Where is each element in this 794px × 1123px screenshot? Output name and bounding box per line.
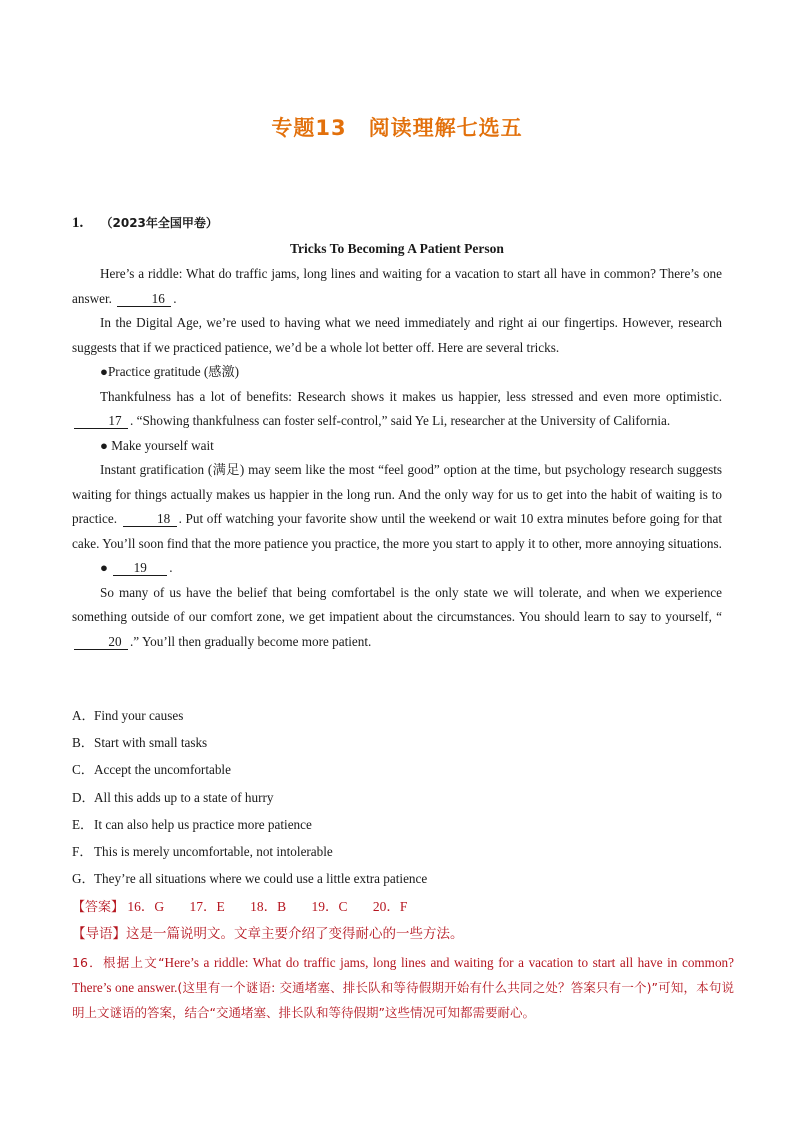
option-key: C．	[72, 762, 94, 778]
answer-item: 16．G	[127, 899, 165, 914]
option-c	[72, 759, 722, 786]
question-source: （2023年全国甲卷）	[100, 216, 218, 230]
paragraph-4	[72, 458, 722, 556]
option-key: A．	[72, 708, 95, 723]
answer-items	[127, 899, 429, 914]
answer-item: 20．F	[372, 899, 408, 914]
explanation-text: (这里有一个谜语: 交通堵塞、排长队和等待假期开始有什么共同之处？答案只有一个)”可知，本句说明上文谜语的答案，结合“交通堵塞、排长队和等待假期”这些情况可知都需要耐心。	[72, 980, 734, 1020]
option-text: Start with small tasks	[94, 735, 208, 751]
option-text: It can also help us practice more patience	[94, 816, 312, 832]
paragraph-text: .	[173, 290, 177, 306]
option-e	[72, 814, 722, 841]
guide-text: 这是一篇说明文。文章主要介绍了变得耐心的一些方法。	[126, 926, 464, 942]
option-b	[72, 732, 722, 759]
bullet-blank-19	[72, 556, 722, 581]
paragraph-2: In the Digital Age, we’re used to having what we need immediately and right ai our fingertips. However, research suggests that if we practiced patience, we’d be a whole lot better off. Here are several tricks.	[72, 315, 722, 355]
explanation-quote: Here’s a riddle: What do traffic jams, long lines and waiting for a vacation to start all have in common? There’s one answer.	[72, 955, 734, 995]
question-header	[72, 214, 218, 232]
option-g	[72, 868, 722, 895]
answer-item: 18．B	[250, 899, 287, 914]
option-key: D．	[72, 789, 95, 805]
option-key: E．	[72, 816, 94, 832]
option-a	[72, 705, 722, 732]
option-text: This is merely uncomfortable, not intolerable	[94, 843, 333, 859]
passage-body	[72, 262, 722, 654]
option-text: All this adds up to a state of hurry	[94, 789, 274, 805]
paragraph-text: . Put off watching your favorite show until the weekend or wait 10 extra minutes before going for that cake. You’ll soon find that the more patience you practice, the more you start to apply it to other, more annoying situations.	[72, 511, 722, 551]
paragraph-text: Here’s a riddle: What do traffic jams, long lines and waiting for a vacation to start all have in common? There’s one answer.	[72, 266, 722, 306]
bullet-make-yourself-wait: ● Make yourself wait	[100, 437, 214, 453]
answer-line	[72, 896, 429, 919]
blank-19: 19	[113, 560, 167, 576]
paragraph-1	[72, 262, 722, 311]
option-key: F．	[72, 843, 93, 859]
paragraph-text: So many of us have the belief that being comfortabel is the only state we will tolerate, and when we experience something outside of our comfort zone, we get impatient about the circumstances. You should learn to say to yourself, “	[72, 584, 722, 624]
answer-label: 【答案】	[72, 900, 125, 915]
options-list	[72, 705, 722, 895]
paragraph-text: Thankfulness has a lot of benefits: Research shows it makes us happier, less stressed and even more optimistic.	[100, 388, 722, 404]
bullet-practice-gratitude: ●Practice gratitude (感激)	[100, 364, 240, 379]
option-key: B．	[72, 735, 94, 751]
paragraph-text: .	[169, 560, 173, 575]
blank-16: 16	[117, 291, 171, 307]
guide-label: 【导语】	[72, 926, 126, 942]
bullet-mark: ●	[100, 560, 108, 575]
explanation-16	[72, 950, 734, 1025]
passage-title: Tricks To Becoming A Patient Person	[290, 241, 504, 256]
blank-17: 17	[74, 413, 128, 429]
paragraph-text: Instant gratification (满足) may seem like the most “feel good” option at the time, but psychology research suggests waiting for things actually makes us happier in the long run. And the only way for us to get into the habit of waiting is to practice.	[72, 462, 722, 526]
option-text: Find your causes	[94, 708, 184, 723]
option-f	[72, 841, 722, 868]
paragraph-text: .” You’ll then gradually become more patient.	[130, 633, 372, 649]
paragraph-5	[72, 581, 722, 655]
blank-20: 20	[74, 634, 128, 650]
paragraph-text: . “Showing thankfulness can foster self-control,” said Ye Li, researcher at the University of California.	[130, 413, 671, 428]
option-text: They’re all situations where we could use a little extra patience	[94, 871, 428, 887]
answer-item: 19．C	[311, 899, 348, 914]
blank-18: 18	[123, 511, 177, 527]
option-d	[72, 787, 722, 814]
option-text: Accept the uncomfortable	[94, 762, 231, 778]
explanation-lead: 16．根据上文“	[72, 955, 165, 970]
page-title: 专题13 阅读理解七选五	[271, 116, 523, 140]
answer-item: 17．E	[189, 899, 225, 914]
paragraph-3	[72, 385, 722, 434]
question-number: 1.	[72, 215, 84, 231]
option-key: G．	[72, 871, 95, 887]
guide-line	[72, 923, 464, 945]
